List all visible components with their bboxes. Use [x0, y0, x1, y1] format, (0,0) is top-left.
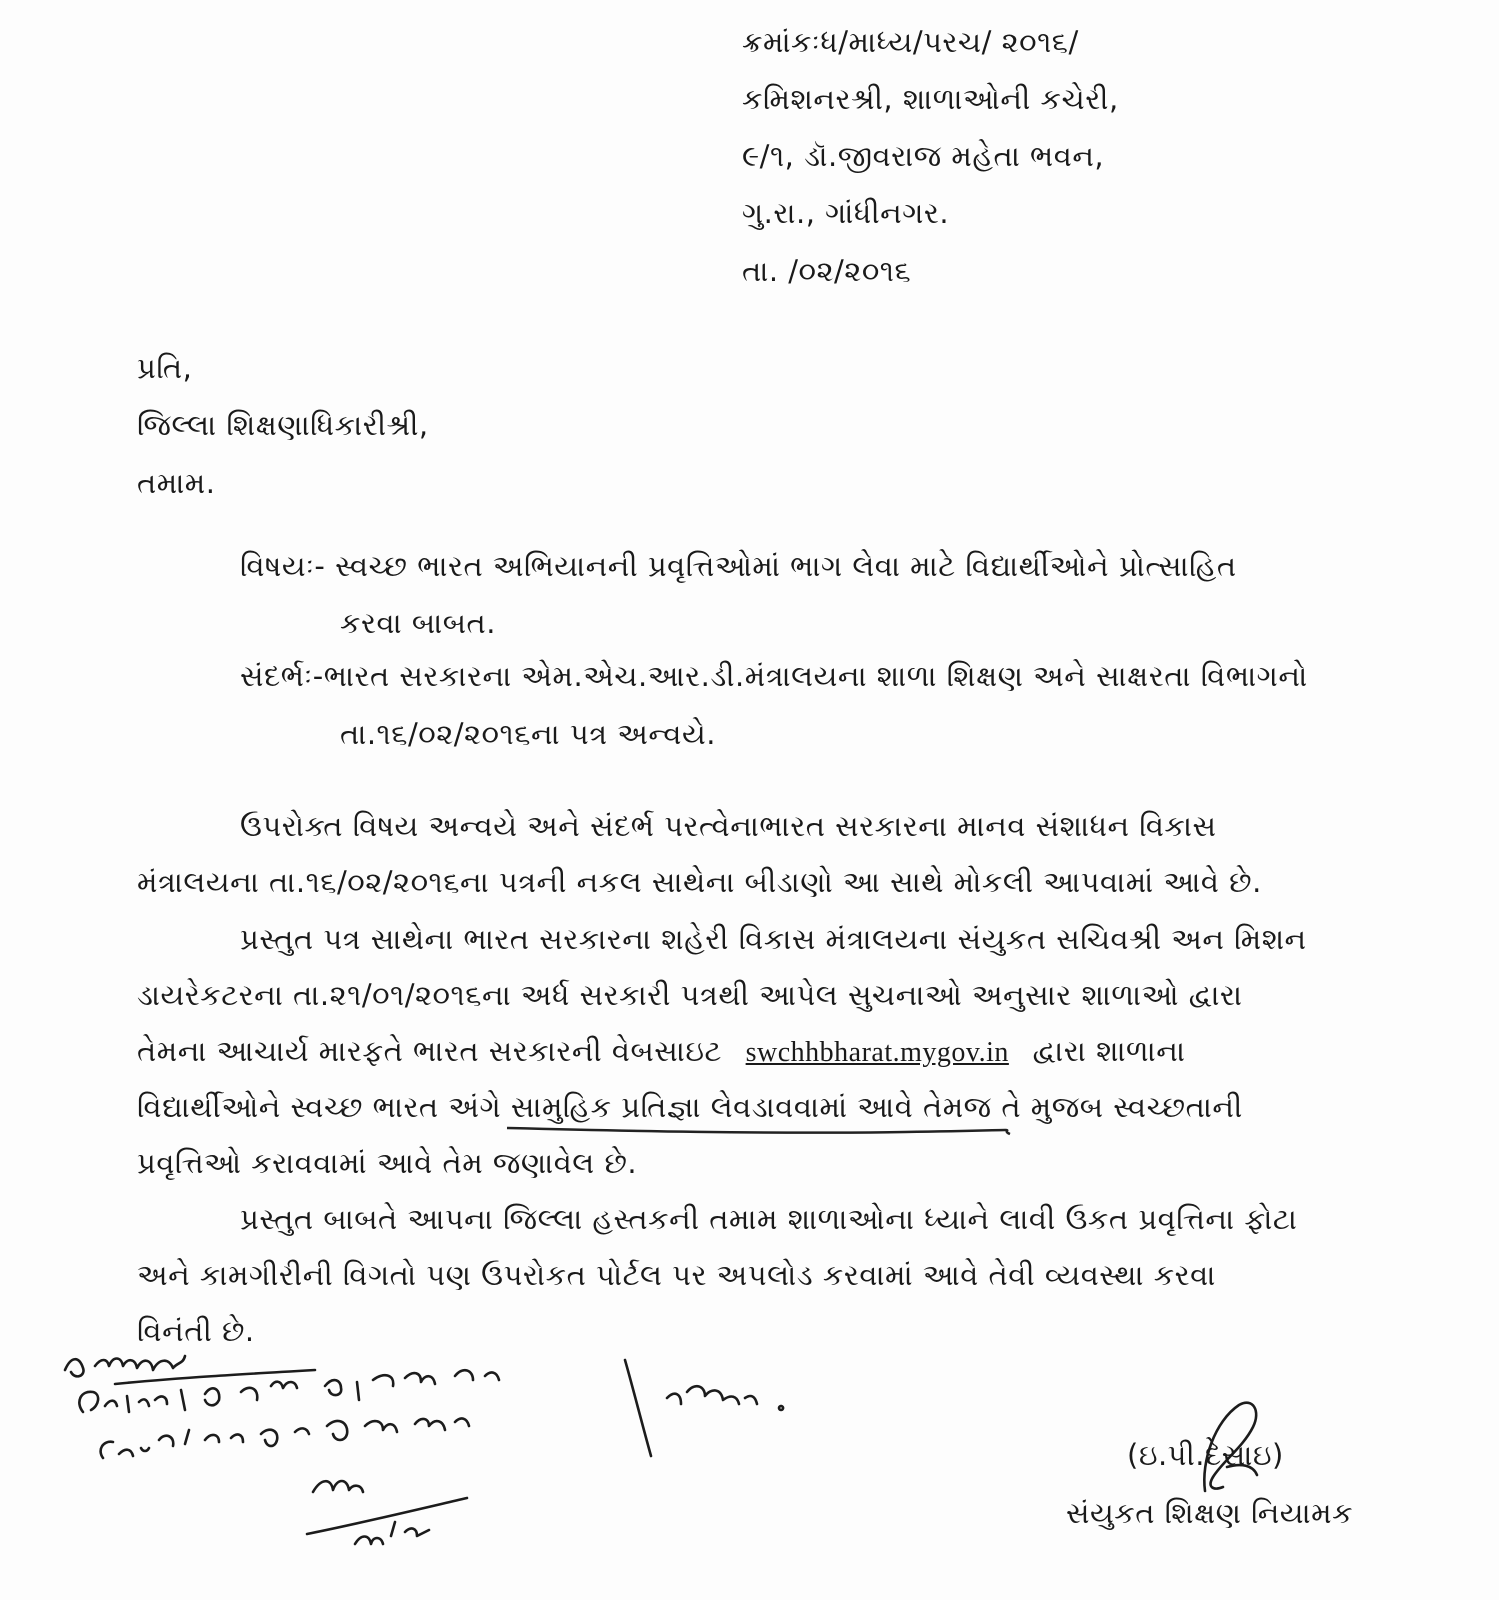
reference-line2: તા.૧૬/૦૨/૨૦૧૬ના પત્ર અન્વયે. [340, 717, 716, 751]
recipient-scope: તમામ. [137, 466, 216, 500]
recipient-prati: પ્રતિ, [137, 351, 193, 385]
subject-line1: વિષયઃ- સ્વચ્છ ભારત અભિયાનની પ્રવૃત્તિઓમાં ભાગ લેવા માટે વિદ્યાર્થીઓને પ્રોત્સાહિત [240, 549, 1237, 583]
para3-line3: વિનંતી છે. [137, 1314, 255, 1348]
signatory-name: (ઇ.પી.દેસાઇ) [1127, 1438, 1284, 1472]
para2-line3-start: તેમના આચાર્ય મારફતે ભારત સરકારની વેબસાઇટ [137, 1034, 722, 1068]
recipient-title: જિલ્લા શિક્ષણાધિકારીશ્રી, [137, 408, 429, 442]
para2-line4: વિદ્યાર્થીઓને સ્વચ્છ ભારત અંગે સામુહિક પ્રતિજ્ઞા લેવડાવવામાં આવે તેમજ તે મુજબ સ્વચ્છતાની [137, 1090, 1243, 1124]
para1-line2: મંત્રાલયના તા.૧૬/૦૨/૨૦૧૬ના પત્રની નકલ સાથેના બીડાણો આ સાથે મોકલી આપવામાં આવે છે. [137, 865, 1262, 899]
para3-line1: પ્રસ્તુત બાબતે આપના જિલ્લા હસ્તકની તમામ શાળાઓના ધ્યાને લાવી ઉકત પ્રવૃત્તિના ફોટા [240, 1202, 1298, 1236]
handwritten-underline [505, 1122, 1015, 1138]
office-name: કમિશનરશ્રી, શાળાઓની કચેરી, [742, 82, 1119, 116]
office-address-line1: ૯/૧, ડૉ.જીવરાજ મહેતા ભવન, [742, 139, 1105, 173]
signatory-designation: સંયુકત શિક્ષણ નિયામક [1066, 1496, 1354, 1530]
para2-line3-end: દ્વારા શાળાના [1032, 1034, 1186, 1068]
para2-line3 [137, 1031, 1186, 1073]
reference-line1: સંદર્ભઃ-ભારત સરકારના એમ.એચ.આર.ડી.મંત્રાલયના શાળા શિક્ષણ અને સાક્ષરતા વિભાગનો [240, 659, 1308, 693]
handwritten-note [55, 1340, 815, 1550]
para1-line1: ઉપરોક્ત વિષય અન્વયે અને સંદર્ભ પરત્વેનાભારત સરકારના માનવ સંશાધન વિકાસ [240, 809, 1217, 843]
para3-line2: અને કામગીરીની વિગતો પણ ઉપરોકત પોર્ટલ પર અપલોડ કરવામાં આવે તેવી વ્યવસ્થા કરવા [137, 1258, 1216, 1292]
letter-date: તા. /૦૨/૨૦૧૬ [742, 254, 912, 288]
para2-line2: ડાયરેકટરના તા.૨૧/૦૧/૨૦૧૬ના અર્ધ સરકારી પત્રથી આપેલ સુચનાઓ અનુસાર શાળાઓ દ્વારા [137, 978, 1243, 1012]
website-link[interactable]: swchhbharat.mygov.in [745, 1037, 1009, 1068]
subject-line2: કરવા બાબત. [340, 606, 496, 640]
para2-line5: પ્રવૃત્તિઓ કરાવવામાં આવે તેમ જણાવેલ છે. [137, 1146, 638, 1180]
para2-line1: પ્રસ્તુત પત્ર સાથેના ભારત સરકારના શહેરી વિકાસ મંત્રાલયના સંયુકત સચિવશ્રી અન મિશન [240, 922, 1307, 956]
reference-number: ક્રમાંકઃધ/માધ્ય/પરચ/ ૨૦૧૬/ [742, 25, 1079, 59]
office-address-line2: ગુ.રા., ગાંધીનગર. [742, 196, 950, 230]
